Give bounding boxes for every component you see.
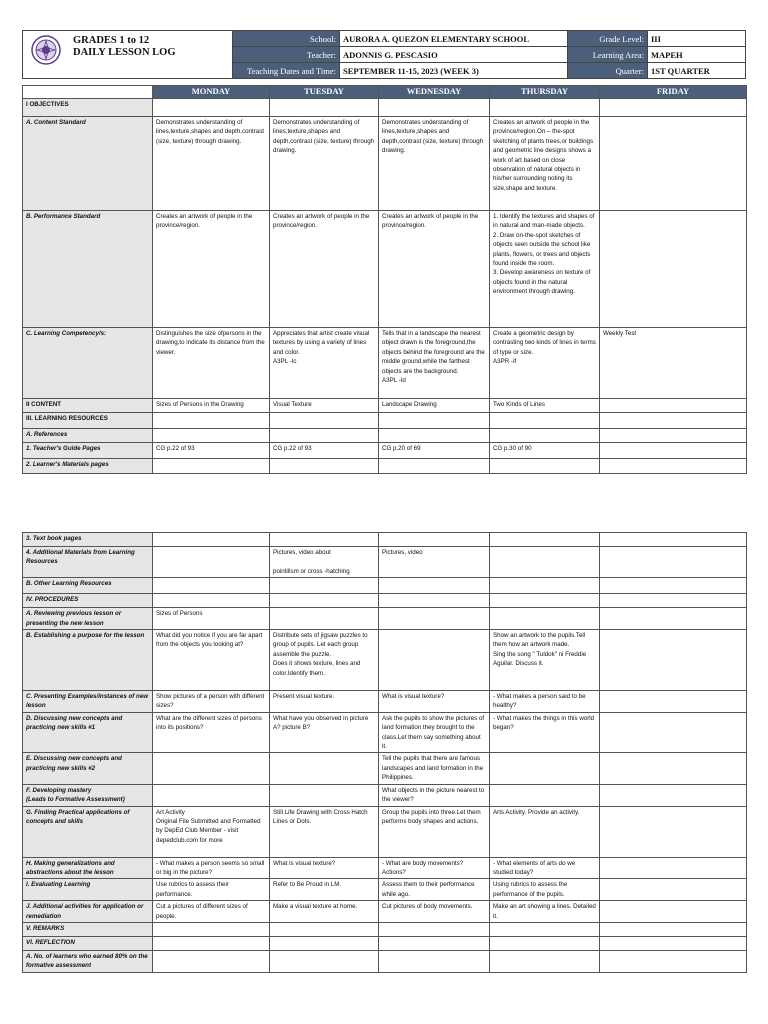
table-row — [23, 753, 747, 784]
table-row — [23, 399, 747, 413]
table-row — [23, 429, 747, 443]
table-row — [23, 950, 747, 972]
cell: - What makes a person said to be healthy? — [490, 691, 600, 713]
cell — [490, 784, 600, 806]
cell — [490, 753, 600, 784]
cell — [600, 806, 747, 857]
row-label: D. Discussing new concepts and practicing new skills #1 — [23, 712, 153, 753]
cell: Tells that in a landscape the nearest object drawn is the foreground,the objects behind the foreground are the middle ground,while the farthest objects are the background. A3PL -Id — [379, 328, 490, 399]
quarter-value: 1ST QUARTER — [648, 63, 746, 79]
cell — [153, 753, 270, 784]
cell: Distinguishes the size ofpersons in the drawing,to indicate its distance from the viewer. — [153, 328, 270, 399]
table-row — [23, 443, 747, 459]
header-table — [22, 30, 746, 79]
row-label: 4. Additional Materials from Learning Resources — [23, 547, 153, 578]
teacher-value: ADONNIS G. PESCASIO — [340, 47, 568, 63]
row-label: 1. Teacher's Guide Pages — [23, 443, 153, 459]
table-row — [23, 99, 747, 117]
row-label: H. Making generalizations and abstractions about the lesson — [23, 857, 153, 879]
lesson-table-page1 — [22, 85, 747, 474]
cell: Creates an artwork of people in the province/region. — [379, 211, 490, 328]
cell — [600, 117, 747, 211]
section-learning-resources: III. LEARNING RESOURCES — [23, 413, 153, 429]
teaching-dates-value: SEPTEMBER 11-15, 2023 (WEEK 3) — [340, 63, 568, 79]
cell: What did you notice if you are far apart from the objects you looking at? — [153, 630, 270, 691]
table-row — [23, 630, 747, 691]
cell: Make a visual texture at home. — [270, 901, 379, 923]
row-label: G. Finding Practical applications of concepts and skills — [23, 806, 153, 857]
quarter-label: Quarter: — [568, 63, 648, 79]
table-row — [23, 608, 747, 630]
day-header-wednesday: WEDNESDAY — [379, 86, 490, 99]
cell — [600, 399, 747, 413]
cell — [600, 211, 747, 328]
header-logo-cell — [23, 31, 233, 79]
cell: Weekly Test — [600, 328, 747, 399]
table-row — [23, 117, 747, 211]
school-label: School: — [233, 31, 340, 47]
cell: Group the pupils into three.Let them performs body shapes and actions. — [379, 806, 490, 857]
cell: Show an artwork to the pupils.Tell them how an artwork made. Sing the song " Tuldok" ni Freddie Aguilar. Discuss it. — [490, 630, 600, 691]
cell: Present visual texture. — [270, 691, 379, 713]
section-objectives: I OBJECTIVES — [23, 99, 153, 117]
lesson-table-page2 — [22, 532, 747, 973]
cell: Create a geometric design by contrasting two kinds of lines in terms of type or size. A3PR -If — [490, 328, 600, 399]
row-label: C. Presenting Examples/instances of new lesson — [23, 691, 153, 713]
cell: Pictures, video — [379, 547, 490, 578]
cell — [270, 784, 379, 806]
cell: What have you observed in picture A? picture B? — [270, 712, 379, 753]
row-label: B. Establishing a purpose for the lesson — [23, 630, 153, 691]
row-label: I. Evaluating Learning — [23, 879, 153, 901]
cell: Arts Activity. Provide an activity. — [490, 806, 600, 857]
grade-level-label: Grade Level: — [568, 31, 648, 47]
corner-header — [23, 86, 153, 99]
cell: - What makes a person seems so small or big in the picture? — [153, 857, 270, 879]
grade-level-value: III — [648, 31, 746, 47]
cell: Use rubrics to assess their performance. — [153, 879, 270, 901]
cell: Using rubrics to assess the performance of the pupils. — [490, 879, 600, 901]
cell — [600, 857, 747, 879]
row-label: J. Additional activities for application or remediation — [23, 901, 153, 923]
cell: Creates an artwork of people in the province/region. — [270, 211, 379, 328]
cell — [600, 901, 747, 923]
cell: Landscape Drawing — [379, 399, 490, 413]
deped-seal-icon — [31, 35, 61, 65]
cell: Visual Texture — [270, 399, 379, 413]
cell — [600, 753, 747, 784]
cell: Still Life Drawing with Cross Hatch Lines or Dots. — [270, 806, 379, 857]
cell — [600, 630, 747, 691]
log-title-line1: GRADES 1 to 12 — [73, 35, 150, 46]
cell: CG p.22 of 93 — [270, 443, 379, 459]
day-header-tuesday: TUESDAY — [270, 86, 379, 99]
section-procedures: IV. PROCEDURES — [23, 594, 153, 608]
cell: - What are body movements?Actions? — [379, 857, 490, 879]
day-header-thursday: THURSDAY — [490, 86, 600, 99]
row-label: B. Other Learning Resources — [23, 578, 153, 594]
cell — [490, 608, 600, 630]
cell: Ask the pupils to show the pictures of land formation they brought to the class.Let them say something about it. — [379, 712, 490, 753]
table-row — [23, 547, 747, 578]
row-label: 3. Text book pages — [23, 533, 153, 547]
cell: What is visual texture? — [379, 691, 490, 713]
row-label: E. Discussing new concepts and practicing new skills #2 — [23, 753, 153, 784]
table-row — [23, 328, 747, 399]
row-label: A. Content Standard — [23, 117, 153, 211]
log-title-line2: DAILY LESSON LOG — [73, 47, 176, 58]
cell: 1. Identify the textures and shapes of in natural and man-made objects. 2. Draw on-the-spot sketches of objects seen outside the school like plants, flowers, or trees and objects found inside the room. 3. Develop awareness on texture of objects found in the natural environment through drawing. — [490, 211, 600, 328]
cell: What is visual texture? — [270, 857, 379, 879]
cell: What are the different sizes of persons into its positions? — [153, 712, 270, 753]
cell: Demonstrates understanding of lines,texture,shapes and depth,contrast (size, texture) through drawing. — [270, 117, 379, 211]
table-row — [23, 879, 747, 901]
cell: - What makes the things in this world began? — [490, 712, 600, 753]
cell: Make an art showing a lines. Detailed it. — [490, 901, 600, 923]
table-row — [23, 211, 747, 328]
table-row — [23, 936, 747, 950]
table-row — [23, 784, 747, 806]
cell — [153, 547, 270, 578]
cell: Art Activity Original File Submitted and Formatted by DepEd Club Member - visit depedclub.com for more — [153, 806, 270, 857]
table-row — [23, 901, 747, 923]
cell — [153, 784, 270, 806]
cell: Creates an artwork of people in the province/region.On – the-spot sketching of plants trees,or buildings and geometric line designs shows a work of art based on close observation of natural objects in his/her surrounding noting its size,shape and texture. — [490, 117, 600, 211]
school-value: AURORA A. QUEZON ELEMENTARY SCHOOL — [340, 31, 568, 47]
cell: Show pictures of a person with different sizes? — [153, 691, 270, 713]
day-header-monday: MONDAY — [153, 86, 270, 99]
row-label: 2. Learner's Materials pages — [23, 459, 153, 474]
row-label: A. No. of learners who earned 80% on the formative assessment — [23, 950, 153, 972]
table-row — [23, 691, 747, 713]
cell: Refer to Be Proud in LM. — [270, 879, 379, 901]
learning-area-label: Learning Area: — [568, 47, 648, 63]
learning-area-value: MAPEH — [648, 47, 746, 63]
table-row — [23, 857, 747, 879]
cell: Two Kinds of Lines — [490, 399, 600, 413]
section-remarks: V. REMARKS — [23, 922, 153, 936]
table-row — [23, 806, 747, 857]
cell: Distribute sets of jigsaw puzzles to group of pupils. Let each group assemble the puzzle. Does it shows texture, lines and color.Identify them. — [270, 630, 379, 691]
cell: CG p.22 of 93 — [153, 443, 270, 459]
table-row — [23, 413, 747, 429]
section-reflection: VI. REFLECTION — [23, 936, 153, 950]
row-label: A. Reviewing previous lesson or presenting the new lesson — [23, 608, 153, 630]
cell: Demonstrates understanding of lines,texture,shapes and depth,contrast (size, texture) through drawing. — [153, 117, 270, 211]
table-row — [23, 533, 747, 547]
cell: - What elements of arts do we studied today? — [490, 857, 600, 879]
table-row — [23, 578, 747, 594]
cell: Cut a pictures of different sizes of people. — [153, 901, 270, 923]
table-row — [23, 922, 747, 936]
row-label: II CONTENT — [23, 399, 153, 413]
teaching-dates-label: Teaching Dates and Time: — [233, 63, 340, 79]
cell — [270, 753, 379, 784]
table-row — [23, 594, 747, 608]
cell: Appreciates that artist create visual textures by using a variety of lines and color. A3PL -Ic — [270, 328, 379, 399]
row-label: F. Developing mastery (Leads to Formative Assessment) — [23, 784, 153, 806]
cell — [600, 547, 747, 578]
cell: CG p.30 of 90 — [490, 443, 600, 459]
table-row — [23, 459, 747, 474]
cell — [600, 443, 747, 459]
cell: Sizes of Persons in the Drawing — [153, 399, 270, 413]
teacher-label: Teacher: — [233, 47, 340, 63]
cell — [490, 547, 600, 578]
cell — [600, 608, 747, 630]
table-row — [23, 712, 747, 753]
cell: Tell the pupils that there are famous landscapes and land formation in the Philippines. — [379, 753, 490, 784]
cell — [600, 879, 747, 901]
cell: Sizes of Persons — [153, 608, 270, 630]
day-header-friday: FRIDAY — [600, 86, 747, 99]
cell — [600, 784, 747, 806]
cell: Assess them to their performance while ago. — [379, 879, 490, 901]
cell — [379, 608, 490, 630]
row-label: A. References — [23, 429, 153, 443]
cell — [600, 712, 747, 753]
cell: Cut pictures of body movements. — [379, 901, 490, 923]
cell — [270, 608, 379, 630]
cell — [600, 691, 747, 713]
cell — [379, 630, 490, 691]
cell: What objects in the picture nearest to the viewer? — [379, 784, 490, 806]
row-label: B. Performance Standard — [23, 211, 153, 328]
cell: Pictures, video about pointilism or cross -hatching — [270, 547, 379, 578]
log-title — [73, 35, 176, 59]
cell: Demonstrates understanding of lines,texture,shapes and depth,contrast (size, texture) through drawing. — [379, 117, 490, 211]
cell: CG p.20 of 69 — [379, 443, 490, 459]
row-label: C. Learning Competency/s: — [23, 328, 153, 399]
cell: Creates an artwork of people in the province/region. — [153, 211, 270, 328]
